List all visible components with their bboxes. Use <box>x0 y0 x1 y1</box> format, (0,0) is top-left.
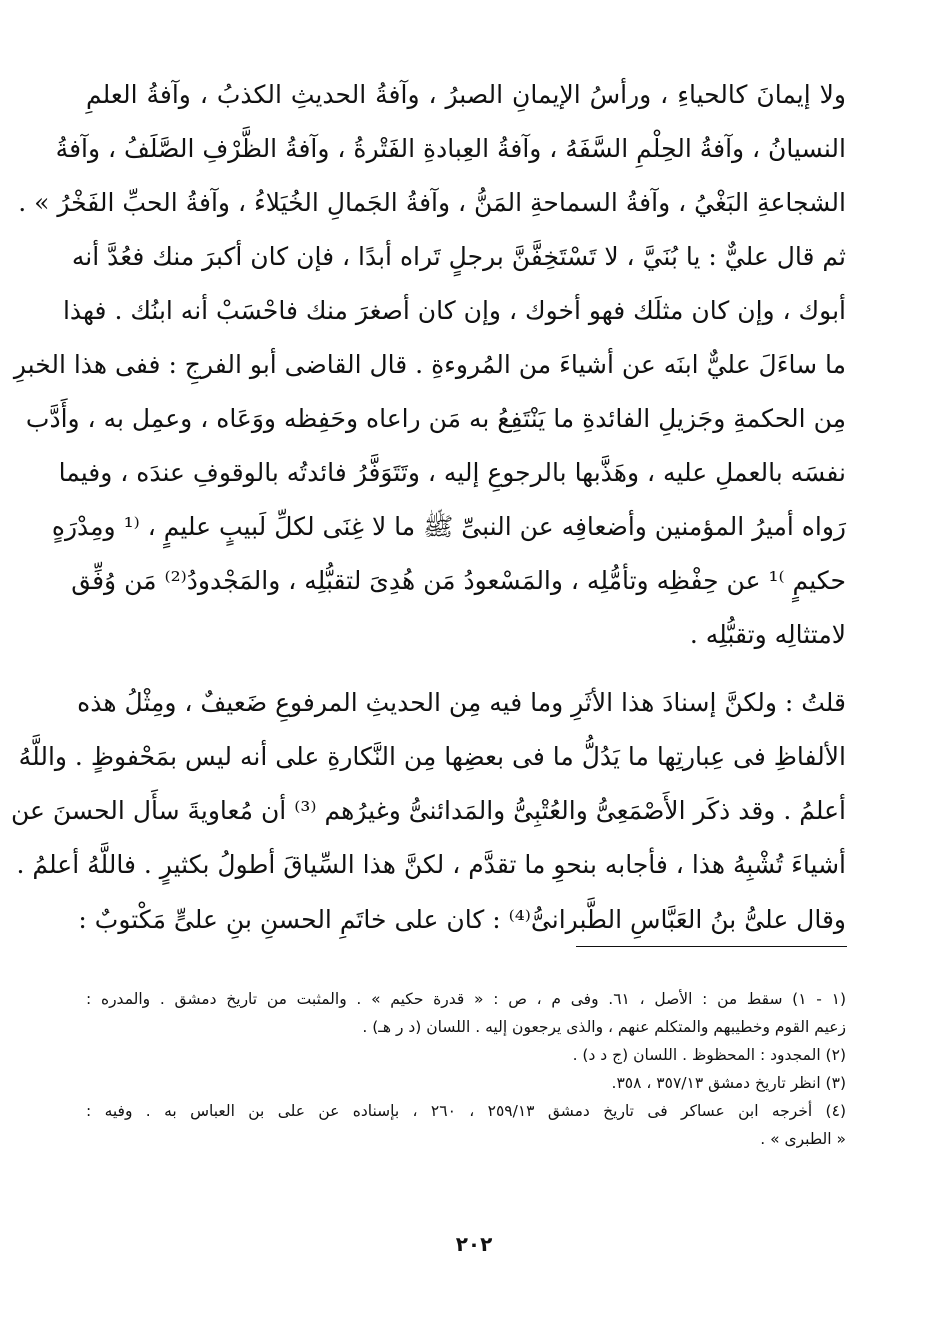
text-line: رَواه أميرُ المؤمنين وأضعافِه عن النبىِّ ﷺ ما لا غِنَى لكلِّ لَبيبٍ عليمٍ ، ⁽¹ ومِدْرَهٍ <box>51 512 846 541</box>
text-line: وقال علىُّ بنُ العَبَّاسِ الطَّبرانىُّ⁽⁴⁾ : كان على خاتَمِ الحسنِ بنِ علىٍّ مَكْتوبٌ : <box>78 905 846 934</box>
text-line: قلتُ : ولكنَّ إسنادَ هذا الأثَرِ وما فيه مِن الحديثِ المرفوعِ ضَعيفٌ ، ومِثْلُ هذه <box>77 688 846 717</box>
text-line: الألفاظِ فى عِبارتِها ما يَدُلُّ ما فى بعضِها مِن النَّكارةِ على أنه ليس بمَحْفوظٍ . واللَّهُ <box>18 742 846 771</box>
footnote-1 <box>86 985 846 1041</box>
footnotes <box>86 985 846 1153</box>
text-line: لامتثالِه وتقبُّلِه . <box>689 620 846 649</box>
paragraph-1 <box>13 68 846 662</box>
footnote-line: (٤) أخرجه ابن عساكر فى تاريخ دمشق ٢٥٩/١٣ ، ٢٦٠ ، بإسناده عن على بن العباس به . وفيه : <box>86 1102 846 1120</box>
text-line: الشجاعةِ البَغْيُ ، وآفةُ السماحةِ المَنُّ ، وآفةُ الجَمالِ الخُيَلاءُ ، وآفةُ الحبِّ الفَخْرُ » . <box>18 188 846 217</box>
text-line: ولا إيمانَ كالحياءِ ، ورأسُ الإيمانِ الصبرُ ، وآفةُ الحديثِ الكذبُ ، وآفةُ العلمِ <box>86 80 846 109</box>
footnote-4 <box>86 1097 846 1153</box>
text-line: النسيانُ ، وآفةُ الحِلْمِ السَّفَهُ ، وآفةُ العِبادةِ الفَتْرةُ ، وآفةُ الظَّرْفِ الصَّلَفُ ، وآفةُ <box>55 134 846 163</box>
text-line: أعلمُ . وقد ذكَر الأَصْمَعِىُّ والعُتْبِىُّ والمَدائنىُّ وغيرُهم ⁽³⁾ أن مُعاويةَ سأَل الحسنَ عن <box>10 796 846 825</box>
text-line: مِن الحكمةِ وجَزيلِ الفائدةِ ما يَنْتَفِعُ به مَن راعاه وحَفِظه ووَعَاه ، وعمِل به ، وأَدَّب <box>25 404 846 433</box>
footnote-2 <box>86 1041 846 1069</box>
text-line: أبوك ، وإن كان مثلَك فهو أخوك ، وإن كان أصغرَ منك فاحْسَبْ أنه ابنُك . فهذا <box>62 296 846 325</box>
paragraph-2 <box>10 676 846 948</box>
footnote-line: (٢) المجدود : المحظوظ . اللسان (ج د د) . <box>572 1046 846 1064</box>
paragraph-spacer <box>86 662 846 676</box>
footnote-line: « الطبرى » . <box>760 1130 846 1148</box>
page-number: ٢٠٢ <box>455 1232 493 1256</box>
footnote-3 <box>86 1069 846 1097</box>
text-line: أشياءَ تُشْبِهُ هذا ، فأجابه بنحوِ ما تقدَّم ، لكنَّ هذا السِّياقَ أطولُ بكثيرٍ . فاللَّهُ أعلمُ . <box>16 850 846 879</box>
text-line: ثم قال عليٌّ : يا بُنَيَّ ، لا تَسْتَخِفَّنَّ برجلٍ تَراه أبدًا ، فإن كان أكبرَ منك فعُدَّ أنه <box>71 242 846 271</box>
text-line: ما ساءَلَ عليٌّ ابنَه عن أشياءَ من المُروءةِ . قال القاضى أبو الفرجِ : ففى هذا الخبرِ <box>13 350 846 379</box>
text-line: نفسَه بالعملِ عليه ، وهَذَّبها بالرجوعِ إليه ، وتَتَوَفَّرُ فائدتُه بالوقوفِ عندَه ، وفيما <box>58 458 846 487</box>
footnote-separator <box>576 946 847 947</box>
text-line: حكيمٍ ⁾¹ عن حِفْظِه وتأمُّلِه ، والمَسْعودُ مَن هُدِىَ لتقبُّلِه ، والمَجْدودُ⁽²⁾ مَن وُفِّق <box>71 566 846 595</box>
main-text <box>10 68 846 948</box>
footnote-line: (٣) انظر تاريخ دمشق ٣٥٧/١٣ ، ٣٥٨. <box>611 1074 846 1092</box>
footnote-line: زعيم القوم وخطيبهم والمتكلم عنهم ، والذى يرجعون إليه . اللسان (د ر هـ) . <box>362 1018 846 1036</box>
footnote-line: (١ - ١) سقط من : الأصل ، ٦١. وفى م ، ص : « قدرة حكيم » . والمثبت من تاريخ دمشق . والمدره : <box>86 990 846 1008</box>
